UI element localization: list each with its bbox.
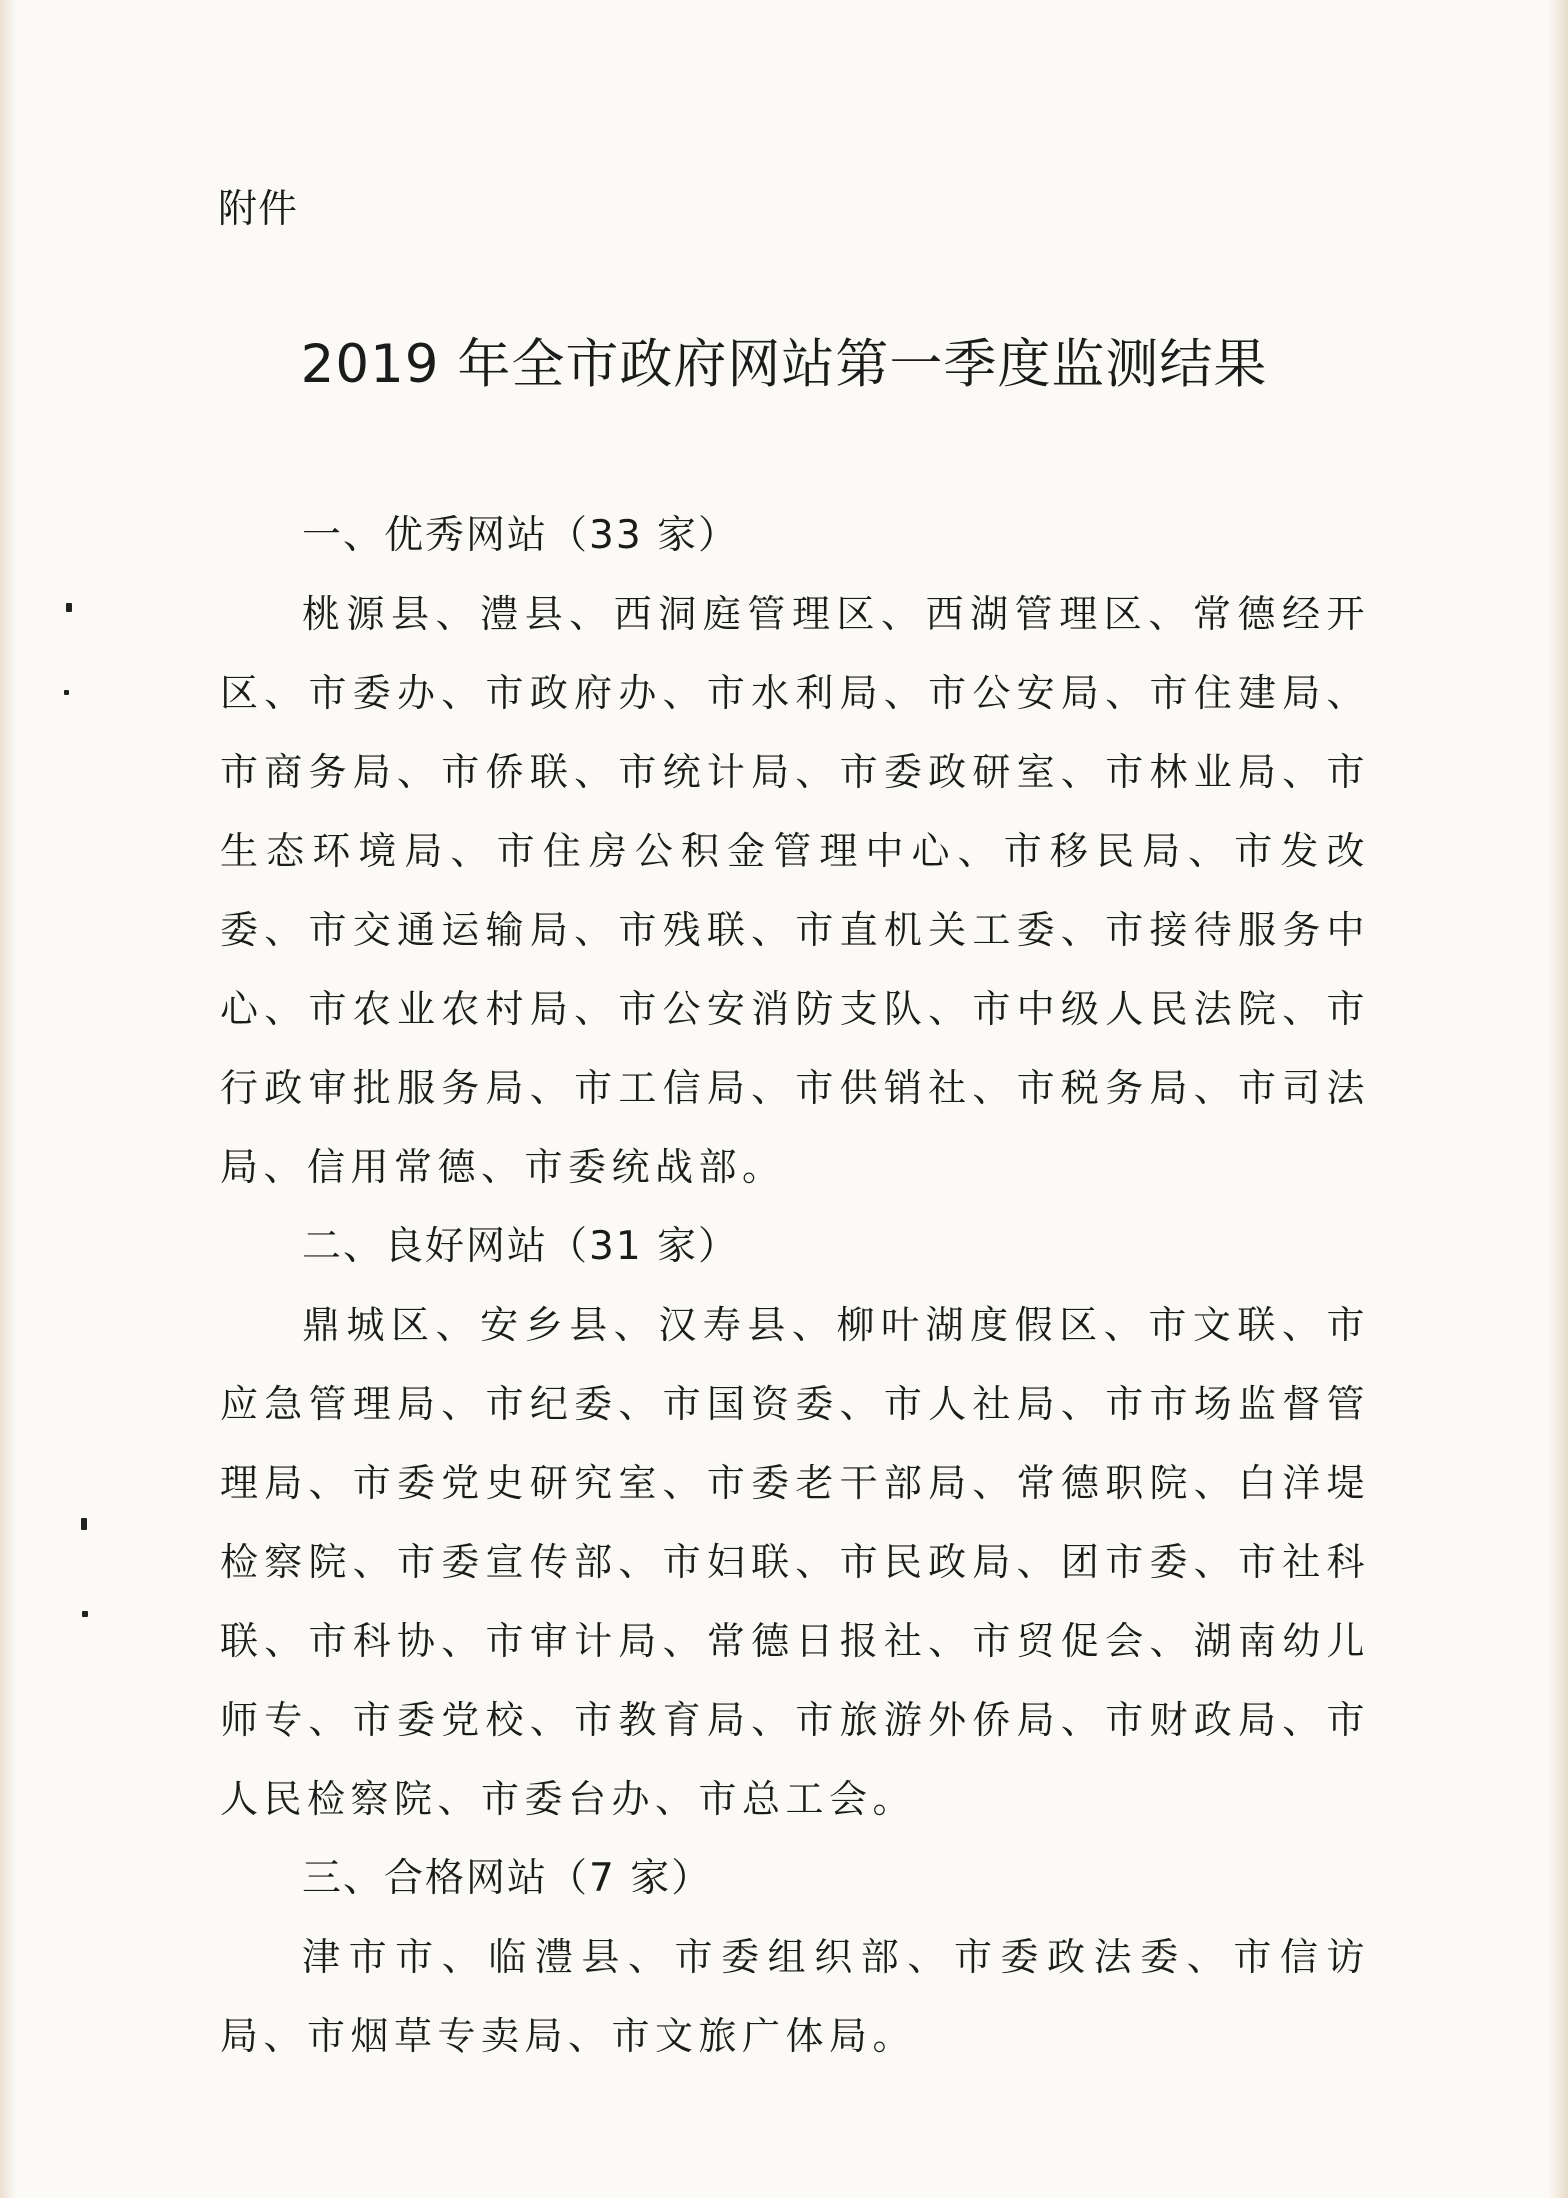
binding-hole-mark xyxy=(66,603,72,612)
section-excellent-websites xyxy=(220,496,1370,1207)
document-title: 2019 年全市政府网站第一季度监测结果 xyxy=(300,334,1268,395)
section-list-excellent: 桃源县、澧县、西洞庭管理区、西湖管理区、常德经开区、市委办、市政府办、市水利局、市公安局、市住建局、市商务局、市侨联、市统计局、市委政研室、市林业局、市生态环境局、市住房公积金管理中心、市移民局、市发改委、市交通运输局、市残联、市直机关工委、市接待服务中心、市农业农村局、市公安消防支队、市中级人民法院、市行政审批服务局、市工信局、市供销社、市税务局、市司法局、信用常德、市委统战部。 xyxy=(220,592,1370,1189)
binding-hole-mark xyxy=(82,1611,88,1617)
section-good-websites xyxy=(220,1207,1370,1839)
section-heading-qualified: 三、合格网站（7 家） xyxy=(302,1856,713,1901)
section-heading-excellent: 一、优秀网站（33 家） xyxy=(302,513,740,558)
binding-hole-mark xyxy=(64,690,69,695)
section-qualified-websites xyxy=(220,1839,1370,2076)
section-list-qualified: 津市市、临澧县、市委组织部、市委政法委、市信访局、市烟草专卖局、市文旅广体局。 xyxy=(220,1935,1370,2058)
section-heading-good: 二、良好网站（31 家） xyxy=(302,1224,740,1269)
section-list-good: 鼎城区、安乡县、汉寿县、柳叶湖度假区、市文联、市应急管理局、市纪委、市国资委、市人社局、市市场监督管理局、市委党史研究室、市委老干部局、常德职院、白洋堤检察院、市委宣传部、市妇联、市民政局、团市委、市社科联、市科协、市审计局、常德日报社、市贸促会、湖南幼儿师专、市委党校、市教育局、市旅游外侨局、市财政局、市人民检察院、市委台办、市总工会。 xyxy=(220,1303,1370,1821)
binding-hole-mark xyxy=(81,1518,87,1530)
attachment-label: 附件 xyxy=(218,187,299,232)
document-body xyxy=(220,496,1370,2076)
